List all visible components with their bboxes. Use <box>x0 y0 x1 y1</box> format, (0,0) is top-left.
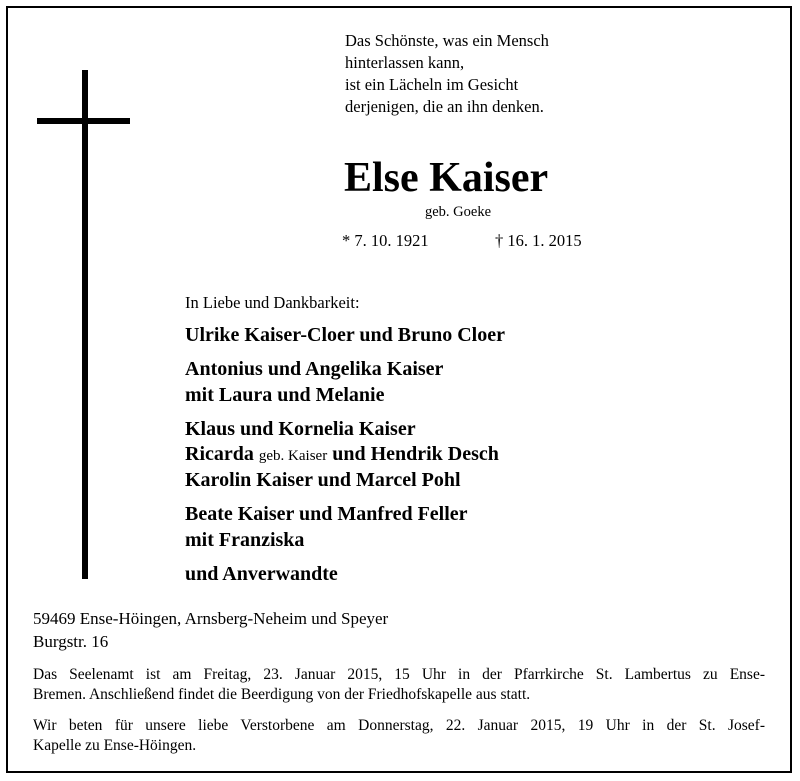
mourner-birth-name: geb. Kaiser <box>258 448 328 464</box>
poem-line: hinterlassen kann, <box>345 53 465 72</box>
mourner-line: Antonius und Angelika Kaiser <box>185 358 444 380</box>
mourner-line: Klaus und Kornelia Kaiser <box>185 418 416 440</box>
notice-line: Bremen. Anschließend findet die Beerdigung von der Friedhofskapelle aus statt. <box>33 686 531 703</box>
address-city: 59469 Ense-Höingen, Arnsberg-Neheim und Speyer <box>33 609 389 628</box>
requiem-notice <box>33 665 765 705</box>
mourner-line: Ulrike Kaiser-Cloer und Bruno Cloer <box>185 324 505 346</box>
mourner-line <box>185 441 499 469</box>
mourner-line: mit Laura und Melanie <box>185 384 385 406</box>
mourner-first-name: Ricarda <box>185 443 254 465</box>
notice-line: Das Seelenamt ist am Freitag, 23. Januar 2015, 15 Uhr in der Pfarrkirche St. Lambertus zu Ense- <box>33 666 765 683</box>
mourner-partner: und Hendrik Desch <box>332 443 499 465</box>
mourner-line: Karolin Kaiser und Marcel Pohl <box>185 469 461 491</box>
prayer-notice <box>33 716 765 756</box>
notice-line: Kapelle zu Ense-Höingen. <box>33 737 197 754</box>
mourner-line: und Anverwandte <box>185 563 338 585</box>
cross-icon-horizontal-bar <box>37 118 130 124</box>
mourner-line: Beate Kaiser und Manfred Feller <box>185 503 468 525</box>
death-date: † 16. 1. 2015 <box>495 231 582 250</box>
poem <box>345 30 549 118</box>
poem-line: Das Schönste, was ein Mensch <box>345 31 549 50</box>
cross-icon-vertical-bar <box>82 70 88 579</box>
mourner-line: mit Franziska <box>185 529 305 551</box>
poem-line: derjenigen, die an ihn denken. <box>345 97 544 116</box>
birth-date: * 7. 10. 1921 <box>342 231 429 250</box>
birth-name: geb. Goeke <box>425 204 492 220</box>
mourners-intro: In Liebe und Dankbarkeit: <box>185 293 360 312</box>
poem-line: ist ein Lächeln im Gesicht <box>345 75 519 94</box>
address-street: Burgstr. 16 <box>33 632 109 651</box>
deceased-name: Else Kaiser <box>344 155 549 201</box>
notice-line: Wir beten für unsere liebe Verstorbene am Donnerstag, 22. Januar 2015, 19 Uhr in der St. Josef- <box>33 717 765 734</box>
